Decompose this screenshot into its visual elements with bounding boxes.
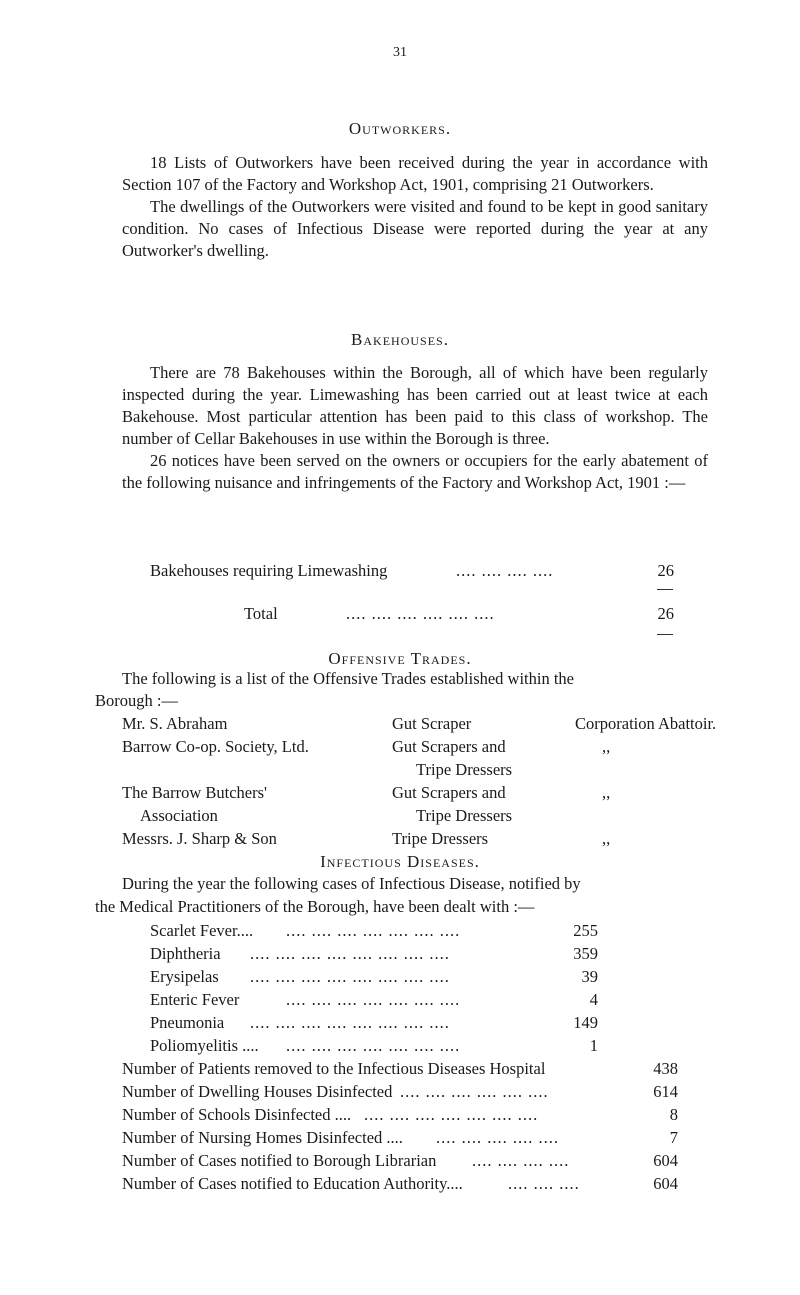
- total-dots: .... .... .... .... .... .... ....: [364, 1105, 539, 1124]
- trade-row-trade: Gut Scrapers and: [392, 783, 506, 802]
- disease-count: 4: [589, 990, 598, 1009]
- disease-dots: .... .... .... .... .... .... ....: [286, 990, 461, 1009]
- trade-row-place: ,,: [602, 829, 611, 848]
- trade-row-trade: Tripe Dressers: [392, 829, 489, 848]
- bakehouses-heading: Bakehouses.: [351, 330, 449, 349]
- trade-row-name: Mr. S. Abraham: [122, 714, 228, 733]
- outworkers-heading: Outworkers.: [348, 119, 452, 138]
- trade-row-trade: Gut Scraper: [392, 714, 472, 733]
- outworkers-para-1: 18 Lists of Outworkers have been received during the year in accordance with Section 107 of the Factory and Workshop Act, 1901, comprising 21 Outworkers.: [122, 153, 708, 194]
- total-dots: .... .... .... ....: [472, 1151, 570, 1170]
- rule-above-total: [657, 589, 673, 590]
- infectious-intro-2: the Medical Practitioners of the Borough, have been dealt with :—: [95, 897, 535, 916]
- total-count: 438: [653, 1059, 678, 1078]
- offensive-trades-intro-2: Borough :—: [95, 691, 178, 710]
- trade-row-place: Corporation Abattoir.: [575, 714, 717, 733]
- bakehouses-total-value: 26: [657, 604, 674, 623]
- total-dots: .... .... .... .... .... ....: [400, 1082, 549, 1101]
- total-count: 604: [653, 1174, 678, 1193]
- bakehouses-total-label: Total: [244, 604, 278, 623]
- disease-dots: .... .... .... .... .... .... .... ....: [250, 944, 450, 963]
- disease-count: 149: [573, 1013, 598, 1032]
- disease-dots: .... .... .... .... .... .... .... ....: [250, 967, 450, 986]
- trade-row-name: Barrow Co-op. Society, Ltd.: [122, 737, 309, 756]
- trade-row-place: ,,: [602, 737, 611, 756]
- disease-count: 1: [589, 1036, 598, 1055]
- total-count: 8: [669, 1105, 678, 1124]
- total-label: Number of Dwelling Houses Disinfected: [122, 1082, 393, 1101]
- bakehouses-para-1: There are 78 Bakehouses within the Borough, all of which have been regularly inspected during the year. Limewashing has been carried out at least twice at each Bakehouse. Most particular attention has been paid to this class of workshop. The number of Cellar Bakehouses in use within the Borough is three.: [122, 363, 708, 448]
- bakehouses-para-2: 26 notices have been served on the owners or occupiers for the early abatement of the following nuisance and infringements of the Factory and Workshop Act, 1901 :—: [122, 451, 708, 492]
- disease-dots: .... .... .... .... .... .... ....: [286, 921, 461, 940]
- trade-row-trade: Gut Scrapers and: [392, 737, 506, 756]
- total-dots: .... .... ....: [508, 1174, 580, 1193]
- bakehouses-item-value: 26: [657, 561, 674, 580]
- total-count: 614: [653, 1082, 678, 1101]
- bakehouses-section: [122, 362, 708, 494]
- total-label: Number of Cases notified to Education Authority....: [122, 1174, 463, 1193]
- disease-count: 39: [581, 967, 598, 986]
- total-label: Number of Schools Disinfected ....: [122, 1105, 352, 1124]
- disease-label: Scarlet Fever....: [150, 921, 254, 940]
- disease-count: 359: [573, 944, 598, 963]
- trade-row-place: ,,: [602, 783, 611, 802]
- disease-label: Pneumonia: [150, 1013, 225, 1032]
- disease-dots: .... .... .... .... .... .... ....: [286, 1036, 461, 1055]
- disease-label: Enteric Fever: [150, 990, 240, 1009]
- total-count: 7: [669, 1128, 678, 1147]
- bakehouses-total-dots: .... .... .... .... .... ....: [346, 604, 495, 623]
- trade-row-name: Association: [140, 806, 218, 825]
- trade-row-name: Messrs. J. Sharp & Son: [122, 829, 277, 848]
- disease-label: Diphtheria: [150, 944, 221, 963]
- disease-label: Erysipelas: [150, 967, 219, 986]
- outworkers-section: [122, 152, 708, 262]
- offensive-trades-heading: Offensive Trades.: [328, 649, 472, 668]
- rule-below-total: [657, 634, 673, 635]
- infectious-diseases-heading: Infectious Diseases.: [320, 852, 480, 871]
- total-label: Number of Patients removed to the Infectious Diseases Hospital: [122, 1059, 546, 1078]
- total-label: Number of Cases notified to Borough Librarian: [122, 1151, 437, 1170]
- trade-row-trade: Tripe Dressers: [416, 806, 513, 825]
- disease-dots: .... .... .... .... .... .... .... ....: [250, 1013, 450, 1032]
- trade-row-trade: Tripe Dressers: [416, 760, 513, 779]
- disease-label: Poliomyelitis ....: [150, 1036, 259, 1055]
- total-dots: .... .... .... .... ....: [436, 1128, 559, 1147]
- outworkers-para-2: The dwellings of the Outworkers were visited and found to be kept in good sanitary condition. No cases of Infectious Disease were reported during the year at any Outworker's dwelling.: [122, 197, 708, 260]
- bakehouses-item-dots: .... .... .... ....: [456, 561, 554, 580]
- total-count: 604: [653, 1151, 678, 1170]
- trade-row-name: The Barrow Butchers': [122, 783, 268, 802]
- page-number: 31: [393, 45, 407, 60]
- bakehouses-item-label: Bakehouses requiring Limewashing: [150, 561, 388, 580]
- infectious-intro-1: During the year the following cases of Infectious Disease, notified by: [122, 874, 581, 893]
- offensive-trades-intro-1: The following is a list of the Offensive Trades established within the: [122, 669, 575, 688]
- disease-count: 255: [573, 921, 598, 940]
- total-label: Number of Nursing Homes Disinfected ....: [122, 1128, 403, 1147]
